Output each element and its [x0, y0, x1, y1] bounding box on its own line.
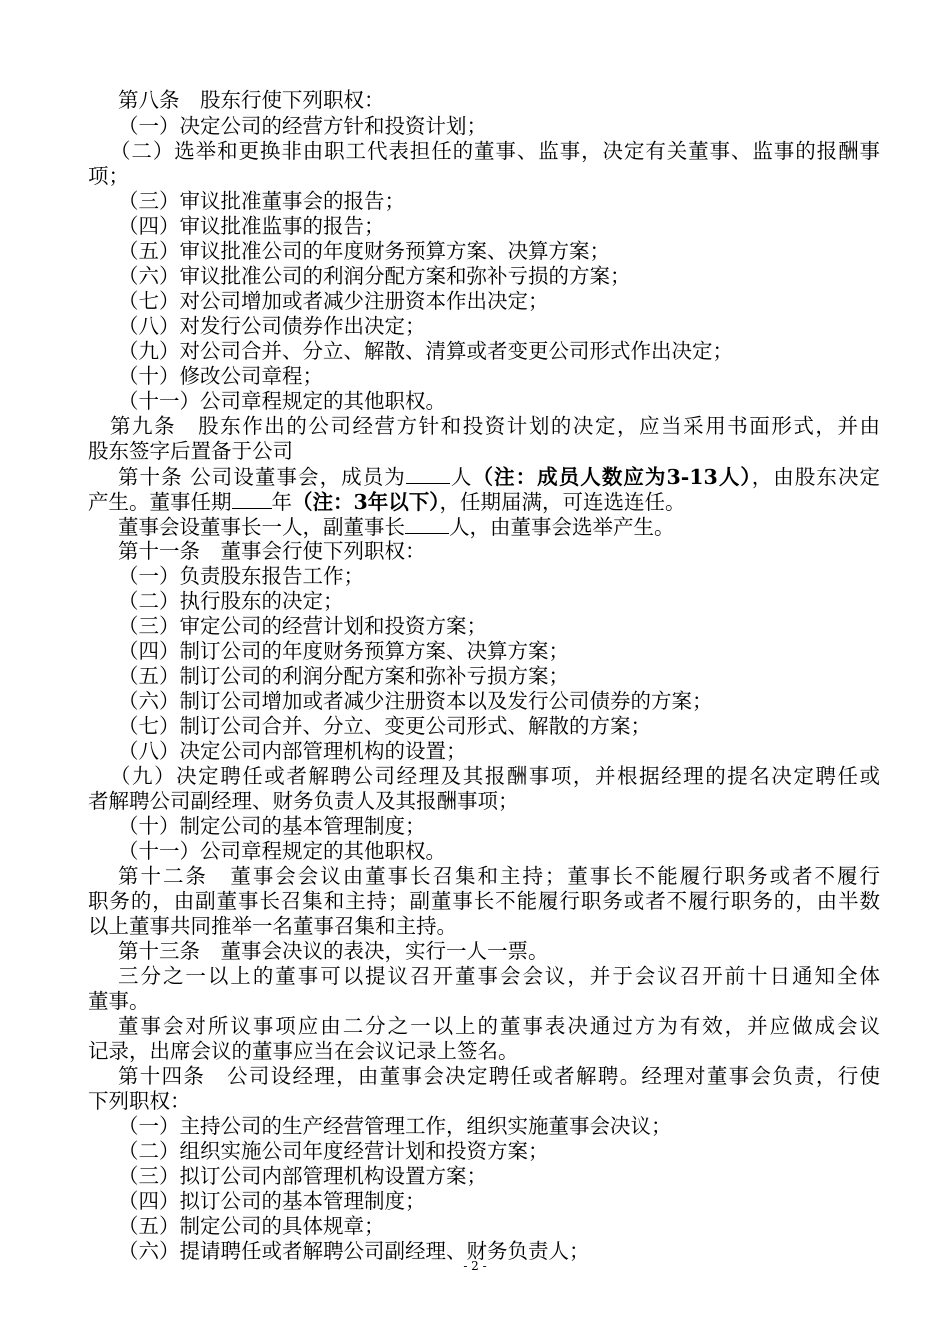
article-11-item-4: （四）制订公司的年度财务预算方案、决算方案；: [118, 639, 569, 663]
article-12-paragraph-cont: 职务的，由副董事长召集和主持；副董事长不能履行职务或者不履行职务的，由半数: [88, 889, 880, 913]
article-11-item-10: （十）制定公司的基本管理制度；: [118, 814, 426, 838]
article-14-item-1: （一）主持公司的生产经营管理工作，组织实施董事会决议；: [118, 1114, 672, 1138]
article-8-item-2: （二）选举和更换非由职工代表担任的董事、监事，决定有关董事、监事的报酬事: [110, 139, 880, 163]
term-text: 产生。董事任期: [88, 490, 232, 514]
article-13-para-2-cont: 记录，出席会议的董事应当在会议记录上签名。: [88, 1039, 519, 1063]
article-10-unit: 人: [449, 465, 473, 489]
vice-chairman-text-end: 人，由董事会选举产生。: [449, 515, 675, 539]
article-9-paragraph-cont: 股东签字后置备于公司: [88, 439, 293, 463]
article-8-item-5: （五）审议批准公司的年度财务预算方案、决算方案；: [118, 239, 610, 263]
term-unit: 年: [271, 490, 292, 514]
article-8-item-7: （七）对公司增加或者减少注册资本作出决定；: [118, 289, 549, 313]
article-14-item-5: （五）制定公司的具体规章；: [118, 1214, 385, 1238]
article-11-item-2: （二）执行股东的决定；: [118, 589, 344, 613]
term-years-blank[interactable]: [232, 489, 272, 509]
article-8-item-9: （九）对公司合并、分立、解散、清算或者变更公司形式作出决定；: [118, 339, 733, 363]
article-8-item-6: （六）审议批准公司的利润分配方案和弥补亏损的方案；: [118, 264, 631, 288]
article-13-para-1-cont: 董事。: [88, 989, 150, 1013]
article-10-paragraph: [88, 464, 880, 490]
article-8-item-1: （一）决定公司的经营方针和投资计划；: [118, 114, 487, 138]
article-9-paragraph: 第九条 股东作出的公司经营方针和投资计划的决定，应当采用书面形式，并由: [110, 414, 880, 438]
article-12-paragraph-end: 以上董事共同推举一名董事召集和主持。: [88, 914, 457, 938]
article-8-item-11: （十一）公司章程规定的其他职权。: [118, 389, 446, 413]
article-8-item-8: （八）对发行公司债券作出决定；: [118, 314, 426, 338]
article-11-item-9: （九）决定聘任或者解聘公司经理及其报酬事项，并根据经理的提名决定聘任或: [110, 764, 880, 788]
article-10-text-end: ，由股东决定: [751, 465, 881, 489]
article-13-heading: 第十三条 董事会决议的表决，实行一人一票。: [118, 939, 549, 963]
article-11-item-1: （一）负责股东报告工作；: [118, 564, 364, 588]
article-14-item-6: （六）提请聘任或者解聘公司副经理、财务负责人；: [118, 1239, 590, 1263]
article-8-item-4: （四）审议批准监事的报告；: [118, 214, 385, 238]
article-11-item-6: （六）制订公司增加或者减少注册资本以及发行公司债券的方案；: [118, 689, 713, 713]
article-8-item-3: （三）审议批准董事会的报告；: [118, 189, 405, 213]
article-11-item-9-cont: 者解聘公司副经理、财务负责人及其报酬事项；: [88, 789, 519, 813]
page-number: - 2 -: [463, 1259, 487, 1273]
vice-chairman-count-blank[interactable]: [405, 514, 449, 534]
article-13-para-1: 三分之一以上的董事可以提议召开董事会会议，并于会议召开前十日通知全体: [118, 964, 880, 988]
article-8-item-2-cont: 项；: [88, 164, 129, 188]
article-11-item-7: （七）制订公司合并、分立、变更公司形式、解散的方案；: [118, 714, 651, 738]
term-text-end: ，任期届满，可连选连任。: [439, 490, 686, 514]
article-14-item-3: （三）拟订公司内部管理机构设置方案；: [118, 1164, 487, 1188]
article-13-para-2: 董事会对所议事项应由二分之一以上的董事表决通过方为有效，并应做成会议: [118, 1014, 880, 1038]
article-8-heading: 第八条 股东行使下列职权：: [118, 88, 385, 112]
article-11-item-3: （三）审定公司的经营计划和投资方案；: [118, 614, 487, 638]
vice-chairman-text: 董事会设董事长一人，副董事长: [118, 515, 405, 539]
article-14-paragraph-cont: 下列职权：: [88, 1089, 191, 1113]
article-14-item-2: （二）组织实施公司年度经营计划和投资方案；: [118, 1139, 549, 1163]
term-note: （注：3年以下）: [292, 490, 440, 514]
vice-chairman-line: [88, 514, 880, 540]
article-11-item-8: （八）决定公司内部管理机构的设置；: [118, 739, 467, 763]
article-11-heading: 第十一条 董事会行使下列职权：: [118, 539, 426, 563]
article-10-note: （注：成员人数应为3-13人）: [472, 465, 752, 489]
article-10-term-line: [88, 489, 880, 515]
article-8-item-10: （十）修改公司章程；: [118, 364, 323, 388]
article-14-paragraph: 第十四条 公司设经理，由董事会决定聘任或者解聘。经理对董事会负责，行使: [118, 1064, 880, 1088]
article-11-item-5: （五）制订公司的利润分配方案和弥补亏损方案；: [118, 664, 569, 688]
member-count-blank[interactable]: [406, 464, 450, 484]
article-12-paragraph: 第十二条 董事会会议由董事长召集和主持；董事长不能履行职务或者不履行: [118, 864, 880, 888]
article-10-text: 第十条 公司设董事会，成员为: [118, 465, 406, 489]
article-14-item-4: （四）拟订公司的基本管理制度；: [118, 1189, 426, 1213]
article-11-item-11: （十一）公司章程规定的其他职权。: [118, 839, 446, 863]
